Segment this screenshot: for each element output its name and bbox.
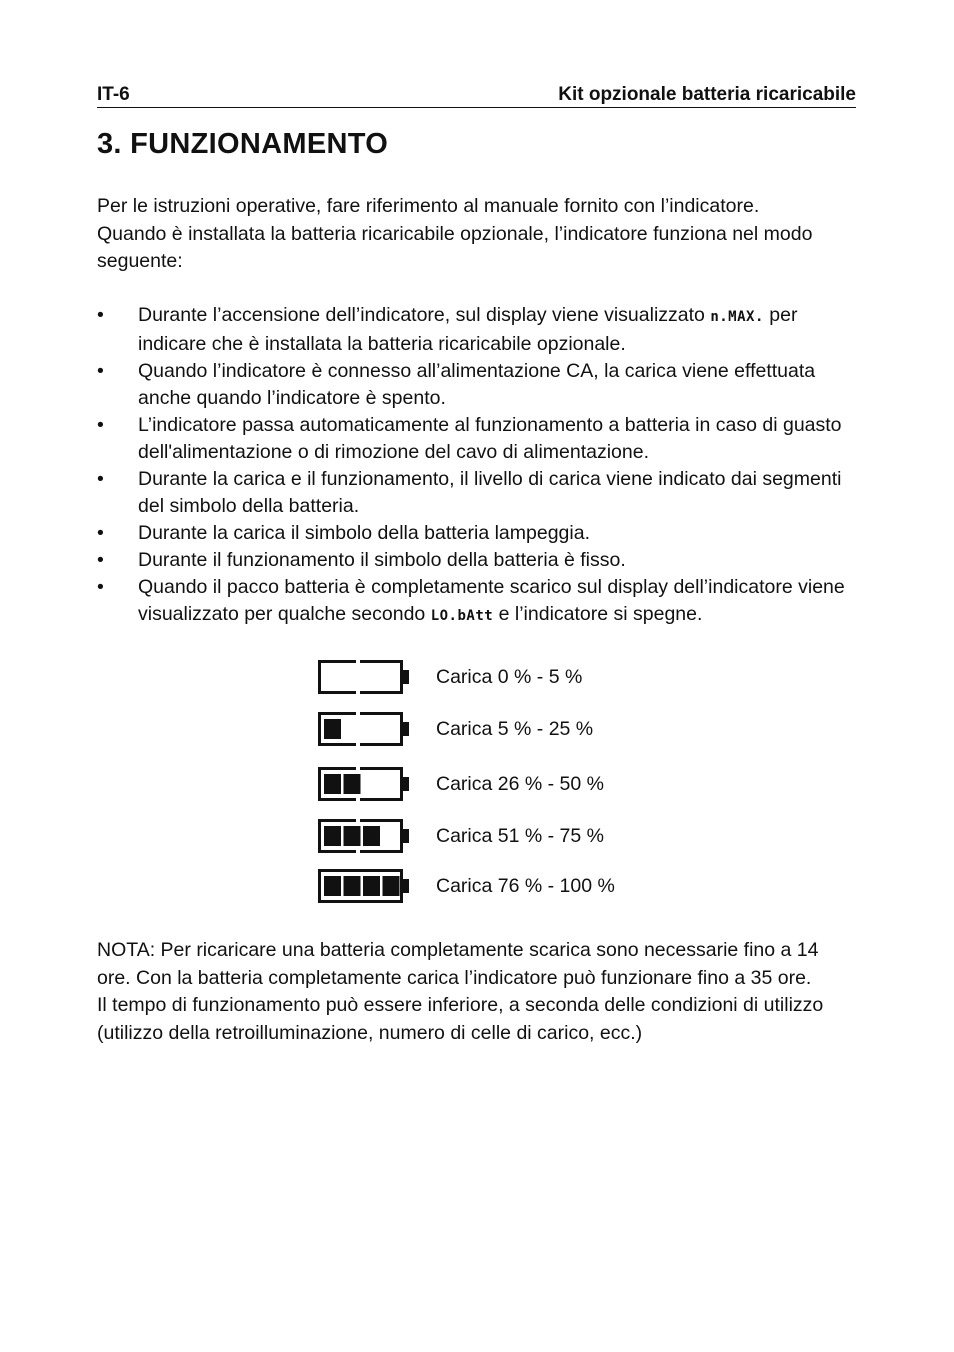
battery-outline-notch <box>356 849 360 853</box>
battery-segment <box>344 826 361 846</box>
bullet-item: • Durante la carica il simbolo della batteria lampeggia. <box>97 520 867 547</box>
battery-level-label: Carica 26 % - 50 % <box>436 772 604 795</box>
battery-level-row <box>318 712 738 746</box>
lcd-display-text: LO.bAtt <box>430 608 494 624</box>
battery-full-icon <box>318 869 410 903</box>
lcd-display-text: n.MAX. <box>710 309 764 325</box>
bullet-dot-icon: • <box>97 414 104 436</box>
intro-line-2: Quando è installata la batteria ricaricabile opzionale, l’indicatore funziona nel modo seguente: <box>97 222 813 272</box>
page-header <box>97 84 856 108</box>
battery-segment <box>324 826 341 846</box>
battery-segment <box>383 876 400 896</box>
intro-line-1: Per le istruzioni operative, fare riferimento al manuale fornito con l’indicatore. <box>97 195 760 217</box>
battery-level-row <box>318 869 738 903</box>
battery-segment <box>363 876 380 896</box>
bullet-dot-icon: • <box>97 522 104 544</box>
bullet-dot-icon: • <box>97 576 104 598</box>
bullet-dot-icon: • <box>97 468 104 490</box>
page-title: 3. FUNZIONAMENTO <box>97 128 389 160</box>
battery-segment <box>324 876 341 896</box>
battery-level-label: Carica 5 % - 25 % <box>436 717 594 740</box>
battery-segment <box>344 876 361 896</box>
intro-paragraph <box>97 193 867 276</box>
battery-outline-notch <box>356 690 360 694</box>
note-line: NOTA: Per ricaricare una batteria completamente scarica sono necessarie fino a 14 <box>97 939 819 961</box>
battery-high-icon <box>318 819 410 853</box>
operation-bullet-list <box>97 302 867 630</box>
section-title: Kit opzionale batteria ricaricabile <box>558 84 856 105</box>
battery-outline-notch <box>356 660 360 664</box>
page-number: IT-6 <box>97 84 130 105</box>
battery-terminal <box>401 670 409 684</box>
battery-level-label: Carica 51 % - 75 % <box>436 824 604 847</box>
bullet-item: • Durante la carica e il funzionamento, il livello di carica viene indicato dai segmenti del simbolo della batteria. <box>97 468 842 517</box>
battery-outline-notch <box>356 797 360 801</box>
battery-terminal <box>401 879 409 893</box>
note-line: (utilizzo della retroilluminazione, numero di celle di carico, ecc.) <box>97 1021 643 1044</box>
battery-level-row <box>318 660 738 694</box>
bullet-item: • Quando l’indicatore è connesso all’alimentazione CA, la carica viene effettuata anche quando l’indicatore è spento. <box>97 360 816 409</box>
battery-half-icon <box>318 767 410 801</box>
bullet-dot-icon: • <box>97 360 104 382</box>
battery-level-label: Carica 76 % - 100 % <box>436 874 615 897</box>
battery-outline-notch <box>356 742 360 746</box>
note-line: ore. Con la batteria completamente carica l’indicatore può funzionare fino a 35 ore. <box>97 966 812 989</box>
battery-empty-icon <box>318 660 410 694</box>
battery-terminal <box>401 829 409 843</box>
bullet-item: • L’indicatore passa automaticamente al funzionamento a batteria in caso di guasto dell'alimentazione o di rimozione del cavo di alimentazione. <box>97 414 842 463</box>
battery-segment <box>344 774 361 794</box>
note-line: Il tempo di funzionamento può essere inferiore, a seconda delle condizioni di utilizzo <box>97 994 824 1016</box>
battery-level-label: Carica 0 % - 5 % <box>436 665 583 688</box>
battery-level-row <box>318 819 738 853</box>
battery-terminal <box>401 777 409 791</box>
battery-segment <box>363 826 380 846</box>
battery-outline-notch <box>356 819 360 823</box>
bullet-dot-icon: • <box>97 549 104 571</box>
battery-terminal <box>401 722 409 736</box>
bullet-item: • Durante l’accensione dell’indicatore, sul display viene visualizzato n.MAX. per indicare che è installata la batteria ricaricabile opzionale. <box>97 304 798 355</box>
battery-segment <box>324 719 341 739</box>
bullet-item: • Durante il funzionamento il simbolo della batteria è fisso. <box>97 547 867 574</box>
bullet-dot-icon: • <box>97 304 104 326</box>
note-paragraph <box>97 937 867 1047</box>
battery-low-icon <box>318 712 410 746</box>
battery-outline-notch <box>356 712 360 716</box>
battery-outline-notch <box>356 767 360 771</box>
battery-segment <box>324 774 341 794</box>
battery-level-row <box>318 767 738 801</box>
bullet-item: • Quando il pacco batteria è completamente scarico sul display dell’indicatore viene visualizzato per qualche secondo LO.bAtt e l’indicatore si spegne. <box>97 576 845 625</box>
battery-outline <box>320 662 402 693</box>
